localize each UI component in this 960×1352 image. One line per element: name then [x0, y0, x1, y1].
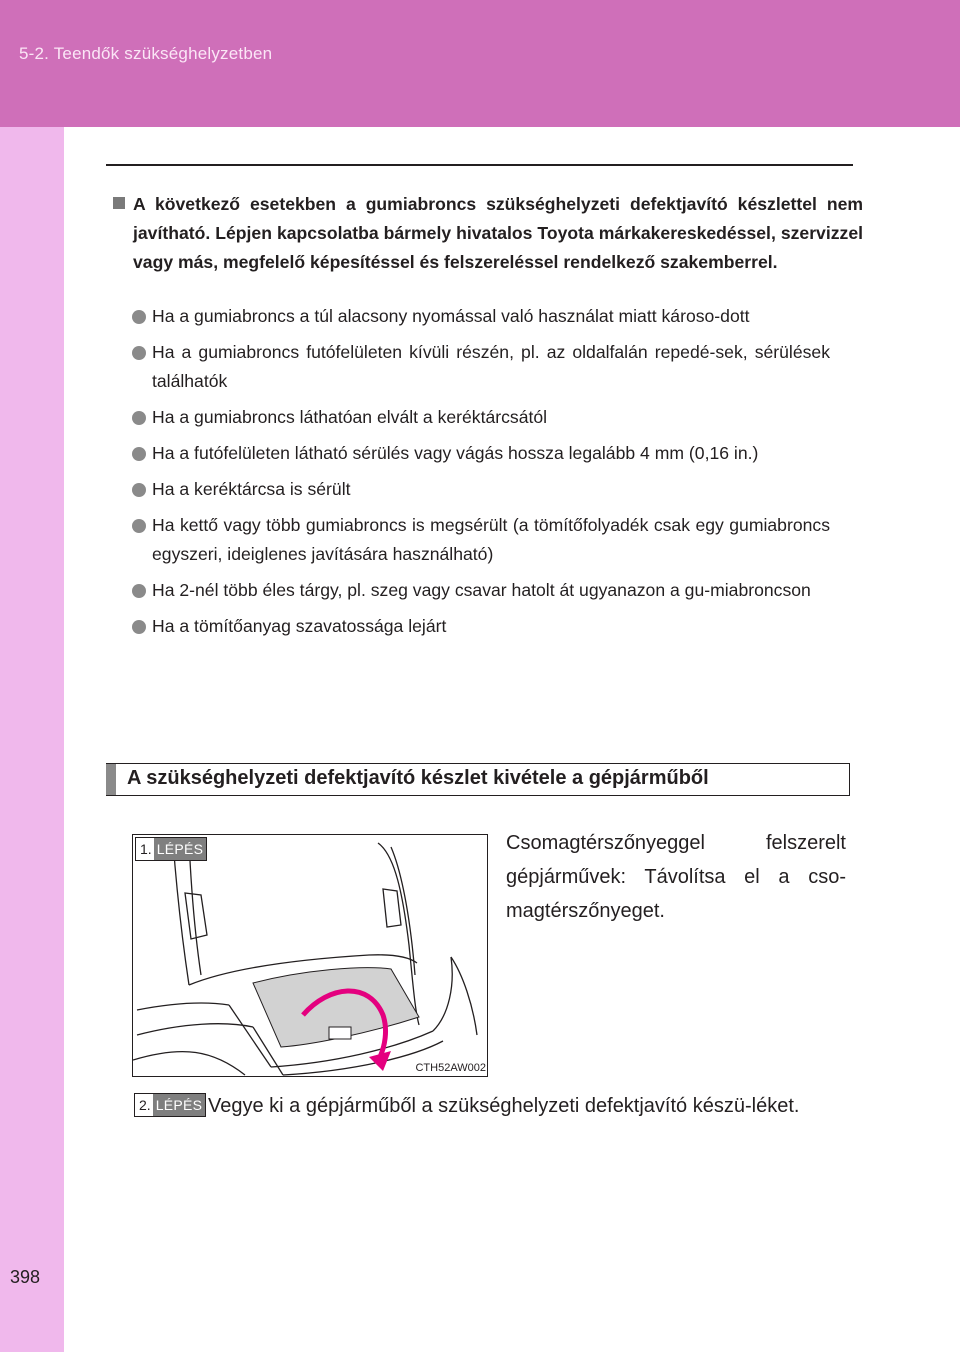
lead-text: A következő esetekben a gumiabroncs szükséghelyzeti defektjavító készlettel nem javítható. Lépjen kapcsolatba bármely hivatalos Toyota márkakereskedéssel, szervizzel vagy más, megfelelő képesítéssel és felszereléssel rendelkező szakemberrel. — [133, 194, 863, 272]
illustration-code: CTH52AW002 — [415, 1062, 486, 1074]
list-item: Ha kettő vagy több gumiabroncs is megsérült (a tömítőfolyadék csak egy gumiabroncs egyszeri, ideiglenes javítására használható) — [132, 511, 830, 569]
bullet-dot-icon — [132, 519, 146, 533]
condition-list — [132, 302, 830, 648]
bullet-dot-icon — [132, 584, 146, 598]
bullet-dot-icon — [132, 346, 146, 360]
step-word: LÉPÉS — [153, 1094, 206, 1116]
step-2-tag — [134, 1093, 206, 1117]
list-item: Ha a tömítőanyag szavatossága lejárt — [132, 612, 830, 641]
side-band — [0, 127, 64, 1352]
section-heading-text: A szükséghelyzeti defektjavító készlet kivétele a gépjárműből — [127, 767, 709, 789]
list-item: Ha a futófelületen látható sérülés vagy vágás hossza legalább 4 mm (0,16 in.) — [132, 439, 830, 468]
step-number: 2. — [139, 1097, 151, 1113]
list-item: Ha 2-nél több éles tárgy, pl. szeg vagy csavar hatolt át ugyanazon a gu-miabroncson — [132, 576, 830, 605]
step-1-tag — [135, 837, 207, 861]
header-band — [0, 0, 960, 127]
list-item: Ha a gumiabroncs a túl alacsony nyomással való használat miatt károso-dott — [132, 302, 830, 331]
trunk-drawing — [133, 835, 487, 1076]
top-rule — [106, 164, 853, 166]
step-word: LÉPÉS — [154, 838, 207, 860]
bullet-dot-icon — [132, 483, 146, 497]
step-number: 1. — [140, 841, 152, 857]
square-bullet-icon — [113, 197, 125, 209]
bullet-dot-icon — [132, 310, 146, 324]
section-heading — [106, 763, 850, 796]
step-1-text: Csomagtérszőnyeggel felszerelt gépjárművek: Távolítsa el a cso-magtérszőnyeget. — [506, 832, 846, 922]
bullet-dot-icon — [132, 447, 146, 461]
page-number: 398 — [10, 1267, 41, 1287]
list-item: Ha a keréktárcsa is sérült — [132, 475, 830, 504]
heading-accent-bar — [106, 764, 116, 795]
lead-paragraph — [113, 190, 863, 276]
trunk-illustration — [132, 834, 488, 1077]
bullet-dot-icon — [132, 620, 146, 634]
list-item: Ha a gumiabroncs láthatóan elvált a keréktárcsától — [132, 403, 830, 432]
list-item: Ha a gumiabroncs futófelületen kívüli részén, pl. az oldalfalán repedé-sek, sérülések találhatók — [132, 338, 830, 396]
section-title: 5-2. Teendők szükséghelyzetben — [19, 44, 273, 63]
bullet-dot-icon — [132, 411, 146, 425]
step-2-text: Vegye ki a gépjárműből a szükséghelyzeti defektjavító készü-léket. — [208, 1095, 800, 1117]
